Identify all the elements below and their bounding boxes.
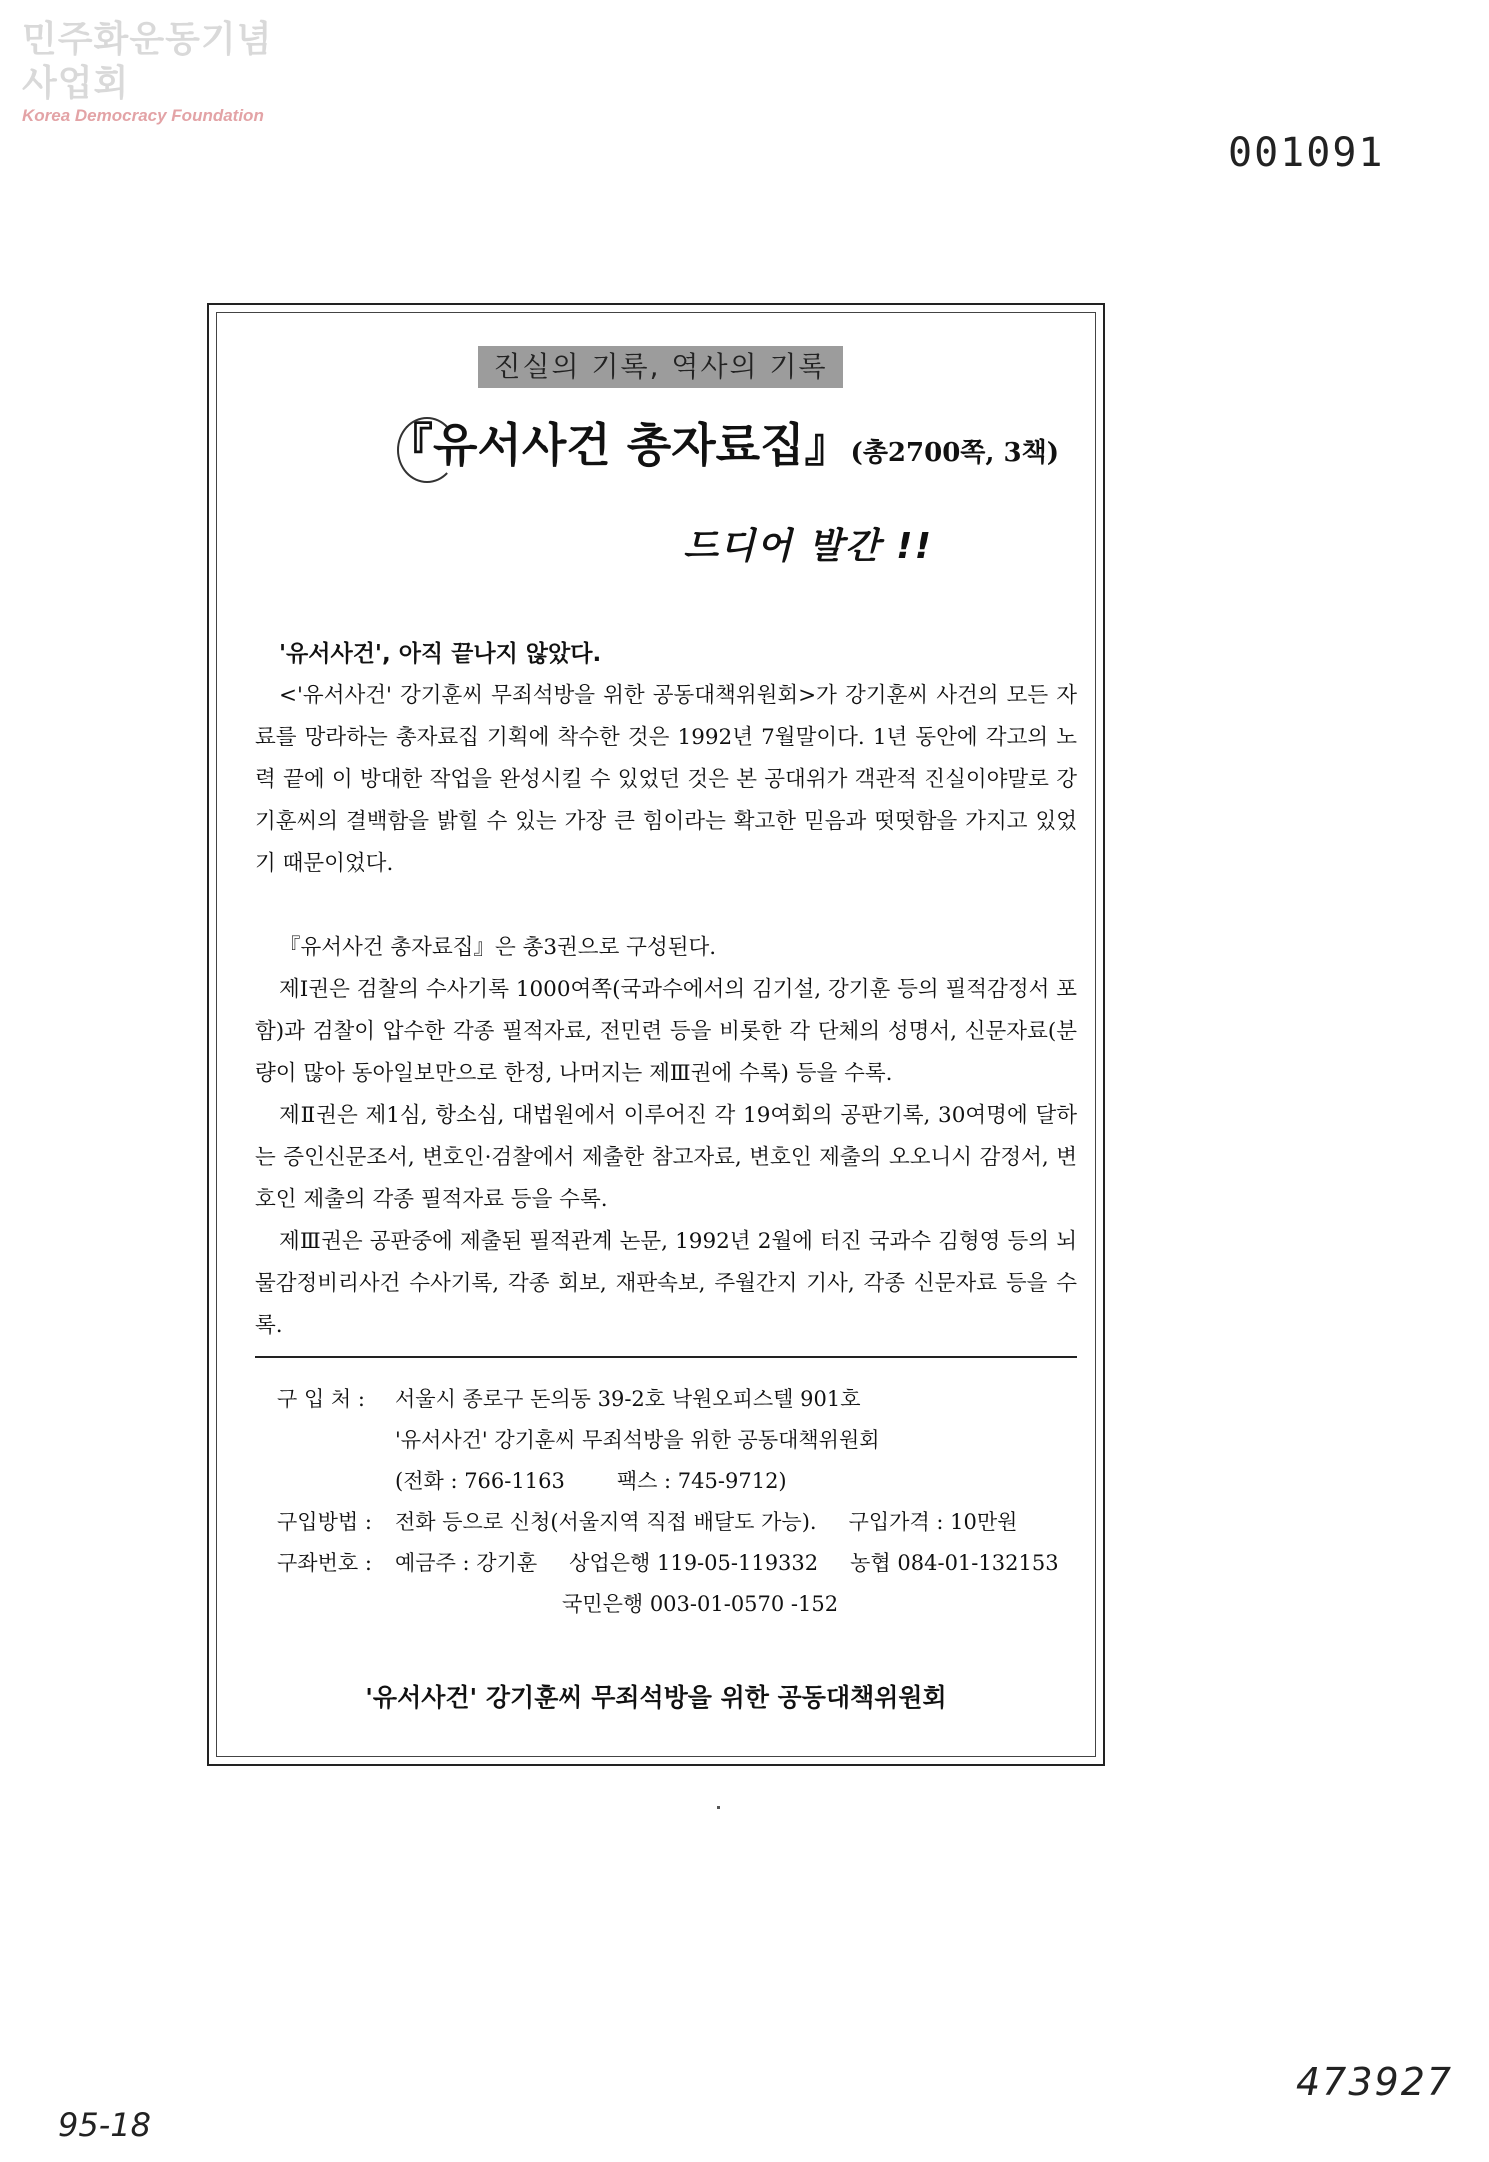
- flyer-title: [387, 413, 1060, 485]
- flyer-banner: 진실의 기록, 역사의 기록: [478, 346, 843, 388]
- purchase-method-row: [277, 1502, 1077, 1543]
- purchase-price: 구입가격 : 10만원: [848, 1510, 1018, 1534]
- bank-account-3: 국민은행 003-01-0570 -152: [562, 1592, 839, 1616]
- volumes-intro: 『유서사건 총자료집』은 총3권으로 구성된다.: [279, 935, 717, 960]
- paragraph-gap: [255, 885, 1077, 927]
- purchase-method-label: 구입방법 :: [277, 1510, 372, 1534]
- flyer-title-sub: (총2700쪽, 3책): [850, 438, 1060, 468]
- hand-drawn-circle-mark: [397, 417, 457, 483]
- bank-account-1: 상업은행 119-05-119332: [569, 1551, 819, 1575]
- flyer-inner-border: [216, 312, 1096, 1757]
- watermark-org-english: Korea Democracy Foundation: [22, 106, 264, 125]
- volume-1-description: 제Ⅰ권은 검찰의 수사기록 1000여쪽(국과수에서의 김기설, 강기훈 등의 필적감정서 포함)과 검찰이 압수한 각종 필적자료, 전민련 등을 비롯한 각 단체의 성명서, 신문자료(분량이 많아 동아일보만으로 한정, 나머지는 제Ⅲ권에 수록) 등을 수록.: [255, 977, 1077, 1086]
- volume-2-description: 제Ⅱ권은 제1심, 항소심, 대법원에서 이루어진 각 19여회의 공판기록, 30여명에 달하는 증인신문조서, 변호인·검찰에서 제출한 참고자료, 변호인 제출의 오오니시 감정서, 변호인 제출의 각종 필적자료 등을 수록.: [255, 1103, 1077, 1212]
- contact-row: [277, 1461, 1077, 1502]
- watermark-org-korean: 민주화운동기념사업회: [22, 19, 273, 104]
- section-heading: '유서사건', 아직 끝나지 않았다.: [279, 641, 602, 667]
- purchase-place-label: 구 입 처 :: [277, 1387, 365, 1411]
- foundation-watermark-logo: [22, 18, 302, 126]
- bank-account-2: 농협 084-01-132153: [850, 1551, 1059, 1575]
- purchase-info: [277, 1379, 1077, 1625]
- phone-number: (전화 : 766-1163: [395, 1469, 565, 1493]
- account-row: [277, 1543, 1077, 1584]
- section-paragraph: <'유서사건' 강기훈씨 무죄석방을 위한 공동대책위원회>가 강기훈씨 사건의 모든 자료를 망라하는 총자료집 기획에 착수한 것은 1992년 7월말이다. 1년 동안에 각고의 노력 끝에 이 방대한 작업을 완성시킬 수 있었던 것은 본 공대위가 객관적 진실이야말로 강기훈씨의 결백함을 밝힐 수 있는 가장 큰 힘이라는 확고한 믿음과 떳떳함을 가지고 있었기 때문이었다.: [255, 683, 1077, 876]
- flyer-title-main: 『유서사건 총자료집』: [387, 418, 851, 472]
- handwritten-note-right: 473927: [1296, 2060, 1454, 2104]
- divider-line: [255, 1356, 1077, 1358]
- flyer-body: [255, 633, 1077, 1347]
- purchase-place-row: [277, 1379, 1077, 1420]
- release-announcement: 드디어 발간 !!: [683, 526, 933, 567]
- purchase-org: '유서사건' 강기훈씨 무죄석방을 위한 공동대책위원회: [395, 1428, 880, 1452]
- document-number: 001091: [1228, 130, 1385, 176]
- flyer-frame: [207, 303, 1105, 1766]
- account-label: 구좌번호 :: [277, 1551, 372, 1575]
- purchase-place-address: 서울시 종로구 돈의동 39-2호 낙원오피스텔 901호: [395, 1387, 861, 1411]
- fax-number: 팩스 : 745-9712): [616, 1469, 787, 1493]
- issuing-organization: '유서사건' 강기훈씨 무죄석방을 위한 공동대책위원회: [365, 1683, 947, 1712]
- volume-3-description: 제Ⅲ권은 공판중에 제출된 필적관계 논문, 1992년 2월에 터진 국과수 김형영 등의 뇌물감정비리사건 수사기록, 각종 회보, 재판속보, 주월간지 기사, 각종 신문자료 등을 수록.: [255, 1229, 1077, 1338]
- handwritten-note-left: 95-18: [58, 2106, 151, 2144]
- purchase-method: 전화 등으로 신청(서울지역 직접 배달도 가능).: [395, 1510, 817, 1534]
- account-holder: 예금주 : 강기훈: [395, 1551, 538, 1575]
- scan-speck: [717, 1806, 720, 1809]
